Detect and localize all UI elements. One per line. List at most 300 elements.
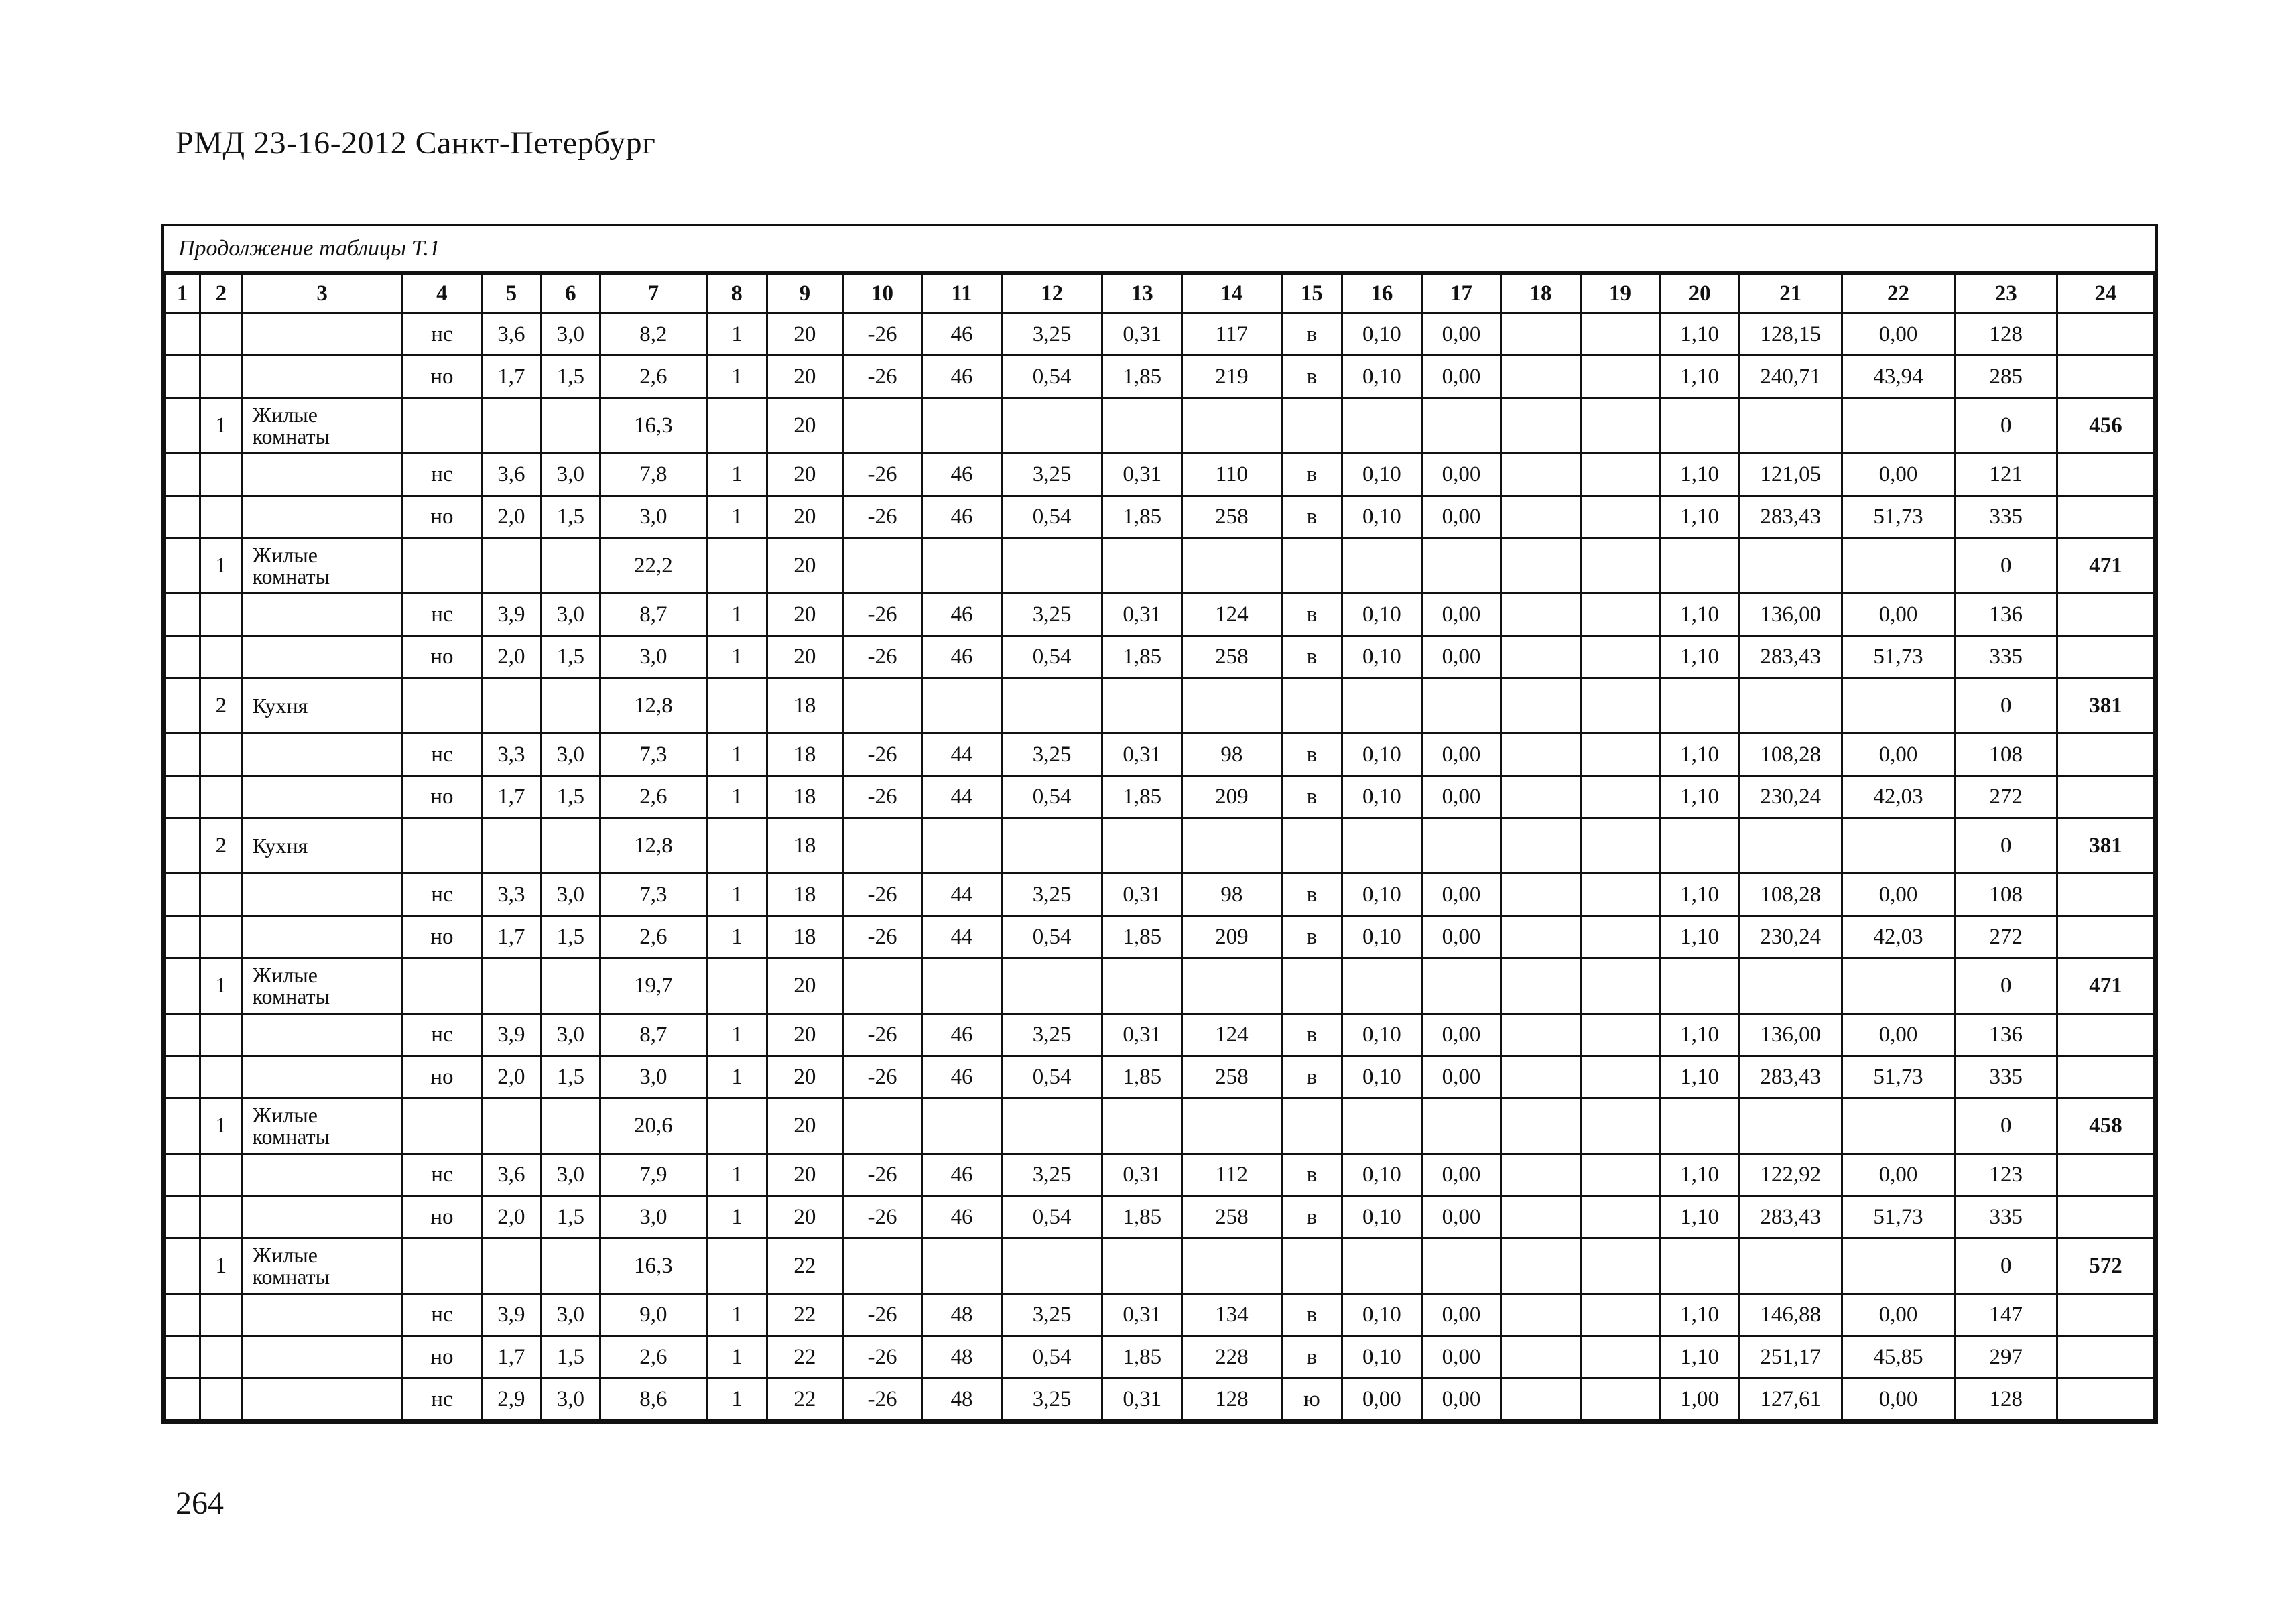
table-cell: 335 xyxy=(1955,496,2057,538)
table-cell: 471 xyxy=(2057,958,2155,1014)
table-cell xyxy=(1501,874,1581,916)
table-cell: Жилые комнаты xyxy=(242,1238,402,1294)
table-cell: 3,0 xyxy=(541,1154,600,1196)
table-cell: 1,85 xyxy=(1102,1196,1182,1238)
table-cell: 1 xyxy=(706,594,767,636)
table-cell xyxy=(1342,538,1422,594)
table-cell xyxy=(1739,1238,1842,1294)
table-cell xyxy=(1342,398,1422,454)
table-cell xyxy=(2057,636,2155,678)
table-cell xyxy=(242,1378,402,1421)
table-cell xyxy=(1102,538,1182,594)
table-cell: 1,7 xyxy=(482,356,541,398)
table-cell xyxy=(541,398,600,454)
table-cell: Жилые комнаты xyxy=(242,398,402,454)
data-table xyxy=(164,273,2155,1421)
table-cell: 3,9 xyxy=(482,1294,541,1336)
table-cell: 2 xyxy=(200,678,242,734)
table-cell xyxy=(242,454,402,496)
table-cell xyxy=(1001,1098,1102,1154)
table-cell: 3,3 xyxy=(482,874,541,916)
table-cell xyxy=(706,1238,767,1294)
table-cell: нс xyxy=(402,1154,482,1196)
table-cell: 1,5 xyxy=(541,356,600,398)
table-cell: 3,25 xyxy=(1001,594,1102,636)
table-cell xyxy=(1580,1154,1660,1196)
table-cell: 3,6 xyxy=(482,1154,541,1196)
table-cell: 3,25 xyxy=(1001,874,1102,916)
table-cell: 456 xyxy=(2057,398,2155,454)
table-cell xyxy=(541,958,600,1014)
table-cell: 0,54 xyxy=(1001,1196,1102,1238)
table-cell: 0,00 xyxy=(1421,1196,1501,1238)
table-cell: 0,00 xyxy=(1342,1378,1422,1421)
table-cell xyxy=(165,1336,200,1378)
table-cell: 1,10 xyxy=(1660,1196,1740,1238)
table-cell: 0,00 xyxy=(1842,1014,1955,1056)
table-cell: 2,6 xyxy=(600,356,707,398)
table-cell: 0,54 xyxy=(1001,916,1102,958)
table-cell: 0,00 xyxy=(1842,1294,1955,1336)
table-cell xyxy=(482,538,541,594)
table-cell: 471 xyxy=(2057,538,2155,594)
table-cell: 46 xyxy=(922,356,1002,398)
table-cell xyxy=(2057,1336,2155,1378)
table-cell xyxy=(842,678,922,734)
table-cell: но xyxy=(402,1056,482,1098)
table-cell xyxy=(1580,398,1660,454)
table-cell: 0,10 xyxy=(1342,1196,1422,1238)
column-header: 13 xyxy=(1102,274,1182,314)
table-cell xyxy=(2057,776,2155,818)
table-cell: 3,0 xyxy=(541,734,600,776)
table-cell xyxy=(1660,398,1740,454)
table-cell xyxy=(242,1294,402,1336)
table-cell: 0,00 xyxy=(1842,1378,1955,1421)
table-cell xyxy=(242,776,402,818)
table-cell: 46 xyxy=(922,594,1002,636)
table-cell: 3,3 xyxy=(482,734,541,776)
table-cell: 1 xyxy=(706,916,767,958)
table-cell: 22 xyxy=(767,1294,843,1336)
table-cell xyxy=(1501,1098,1581,1154)
table-cell xyxy=(200,314,242,356)
column-header: 22 xyxy=(1842,274,1955,314)
table-cell: 22,2 xyxy=(600,538,707,594)
table-cell: -26 xyxy=(842,594,922,636)
table-cell: 1,10 xyxy=(1660,356,1740,398)
table-cell xyxy=(165,958,200,1014)
table-cell: 7,9 xyxy=(600,1154,707,1196)
table-cell: 3,0 xyxy=(600,496,707,538)
table-cell xyxy=(922,958,1002,1014)
table-cell xyxy=(1501,678,1581,734)
table-cell: в xyxy=(1281,1056,1342,1098)
table-cell xyxy=(242,356,402,398)
table-cell xyxy=(1842,678,1955,734)
table-cell: 272 xyxy=(1955,916,2057,958)
table-row xyxy=(165,1056,2155,1098)
table-cell: 458 xyxy=(2057,1098,2155,1154)
table-cell xyxy=(242,916,402,958)
table-cell: -26 xyxy=(842,1294,922,1336)
table-cell: 3,0 xyxy=(541,314,600,356)
table-cell xyxy=(1501,1196,1581,1238)
table-cell xyxy=(200,916,242,958)
table-cell xyxy=(1842,1098,1955,1154)
table-cell: 0,10 xyxy=(1342,1056,1422,1098)
table-cell: но xyxy=(402,916,482,958)
table-cell xyxy=(541,1238,600,1294)
table-cell xyxy=(1739,958,1842,1014)
table-cell xyxy=(1501,1336,1581,1378)
table-cell xyxy=(1182,538,1282,594)
table-cell: 283,43 xyxy=(1739,1196,1842,1238)
table-cell: 283,43 xyxy=(1739,636,1842,678)
table-cell xyxy=(1281,958,1342,1014)
table-cell: 3,0 xyxy=(541,874,600,916)
table-cell: 2,0 xyxy=(482,1196,541,1238)
table-row xyxy=(165,1378,2155,1421)
table-cell: 46 xyxy=(922,1196,1002,1238)
table-cell: 43,94 xyxy=(1842,356,1955,398)
table-cell xyxy=(1421,678,1501,734)
column-header: 14 xyxy=(1182,274,1282,314)
table-cell: в xyxy=(1281,496,1342,538)
table-cell: 0,10 xyxy=(1342,916,1422,958)
table-cell xyxy=(1580,958,1660,1014)
column-header: 8 xyxy=(706,274,767,314)
table-cell xyxy=(402,958,482,1014)
table-cell: 1 xyxy=(706,314,767,356)
table-cell: 18 xyxy=(767,734,843,776)
table-cell: 1 xyxy=(706,356,767,398)
table-cell: 1,10 xyxy=(1660,1014,1740,1056)
table-cell xyxy=(482,1098,541,1154)
table-cell: 46 xyxy=(922,454,1002,496)
table-cell: 20 xyxy=(767,1196,843,1238)
table-row xyxy=(165,874,2155,916)
table-cell: 0,00 xyxy=(1421,1336,1501,1378)
table-cell: 335 xyxy=(1955,636,2057,678)
table-cell: 0,10 xyxy=(1342,874,1422,916)
table-cell: 1 xyxy=(706,734,767,776)
table-cell: 283,43 xyxy=(1739,496,1842,538)
table-cell xyxy=(1580,1098,1660,1154)
table-cell: 258 xyxy=(1182,1056,1282,1098)
table-cell: 1,10 xyxy=(1660,594,1740,636)
table-cell: 0,31 xyxy=(1102,874,1182,916)
table-cell: 0,00 xyxy=(1421,1014,1501,1056)
table-cell xyxy=(402,538,482,594)
table-cell: 136 xyxy=(1955,1014,2057,1056)
table-cell xyxy=(402,1238,482,1294)
table-cell: 3,25 xyxy=(1001,734,1102,776)
table-cell xyxy=(165,916,200,958)
table-cell: 283,43 xyxy=(1739,1056,1842,1098)
table-cell xyxy=(1842,958,1955,1014)
table-cell: 123 xyxy=(1955,1154,2057,1196)
heat-loss-table xyxy=(161,224,2158,1424)
table-row xyxy=(165,1294,2155,1336)
table-cell xyxy=(1001,538,1102,594)
table-cell xyxy=(1580,734,1660,776)
table-cell xyxy=(842,1098,922,1154)
table-cell xyxy=(1501,1294,1581,1336)
table-cell: 1,85 xyxy=(1102,356,1182,398)
table-cell: 285 xyxy=(1955,356,2057,398)
table-cell xyxy=(1001,818,1102,874)
table-cell xyxy=(706,678,767,734)
table-row xyxy=(165,636,2155,678)
table-cell: 219 xyxy=(1182,356,1282,398)
table-cell xyxy=(1501,636,1581,678)
table-cell: 381 xyxy=(2057,818,2155,874)
table-cell: ю xyxy=(1281,1378,1342,1421)
table-cell xyxy=(1501,1378,1581,1421)
table-cell: 98 xyxy=(1182,874,1282,916)
table-cell: 0,00 xyxy=(1421,1294,1501,1336)
table-cell xyxy=(200,1056,242,1098)
table-cell: 209 xyxy=(1182,776,1282,818)
table-cell: 3,9 xyxy=(482,1014,541,1056)
table-cell xyxy=(165,678,200,734)
table-cell: 258 xyxy=(1182,496,1282,538)
table-cell: 20 xyxy=(767,496,843,538)
table-cell xyxy=(1580,454,1660,496)
table-row xyxy=(165,1336,2155,1378)
table-cell: 2,6 xyxy=(600,1336,707,1378)
table-cell: 1,10 xyxy=(1660,1154,1740,1196)
table-cell: 0,54 xyxy=(1001,356,1102,398)
table-cell: 2,6 xyxy=(600,916,707,958)
table-cell xyxy=(1501,734,1581,776)
table-cell xyxy=(1501,1154,1581,1196)
table-cell: 1,10 xyxy=(1660,874,1740,916)
table-cell xyxy=(165,314,200,356)
table-cell: -26 xyxy=(842,1196,922,1238)
table-cell xyxy=(2057,594,2155,636)
table-cell xyxy=(402,398,482,454)
table-cell: 2,0 xyxy=(482,496,541,538)
table-cell: 0,00 xyxy=(1421,454,1501,496)
room-row xyxy=(165,1238,2155,1294)
table-cell: 3,25 xyxy=(1001,1294,1102,1336)
table-cell xyxy=(165,1378,200,1421)
table-cell: Жилые комнаты xyxy=(242,1098,402,1154)
table-cell: 7,8 xyxy=(600,454,707,496)
table-cell xyxy=(842,1238,922,1294)
table-cell xyxy=(1182,678,1282,734)
table-cell: -26 xyxy=(842,454,922,496)
table-cell: 2,0 xyxy=(482,1056,541,1098)
table-cell xyxy=(1342,1238,1422,1294)
table-cell: 18 xyxy=(767,776,843,818)
table-cell: 0,31 xyxy=(1102,314,1182,356)
table-cell: 127,61 xyxy=(1739,1378,1842,1421)
table-cell: 0,54 xyxy=(1001,1336,1102,1378)
table-cell xyxy=(1501,958,1581,1014)
table-cell xyxy=(200,1378,242,1421)
table-cell xyxy=(842,398,922,454)
table-cell: 44 xyxy=(922,734,1002,776)
table-cell: 1 xyxy=(200,398,242,454)
table-cell: 0,31 xyxy=(1102,454,1182,496)
table-cell: 1 xyxy=(706,454,767,496)
table-cell: 1,10 xyxy=(1660,314,1740,356)
table-cell: 18 xyxy=(767,678,843,734)
document-header: РМД 23-16-2012 Санкт-Петербург xyxy=(176,125,656,161)
table-cell xyxy=(1182,958,1282,1014)
table-cell: 0,00 xyxy=(1421,1056,1501,1098)
table-cell: 51,73 xyxy=(1842,496,1955,538)
table-cell xyxy=(1501,398,1581,454)
table-cell: но xyxy=(402,496,482,538)
table-cell: 3,25 xyxy=(1001,454,1102,496)
table-cell: 0,31 xyxy=(1102,1154,1182,1196)
table-cell xyxy=(1342,678,1422,734)
table-cell: 20 xyxy=(767,398,843,454)
table-cell: 20 xyxy=(767,1154,843,1196)
table-cell xyxy=(242,1056,402,1098)
table-cell xyxy=(1660,818,1740,874)
table-row xyxy=(165,776,2155,818)
table-cell xyxy=(165,734,200,776)
table-cell: но xyxy=(402,356,482,398)
table-cell: 1,10 xyxy=(1660,734,1740,776)
table-cell: 124 xyxy=(1182,1014,1282,1056)
table-cell: 0,00 xyxy=(1421,734,1501,776)
table-cell: Кухня xyxy=(242,818,402,874)
table-cell xyxy=(482,958,541,1014)
table-cell xyxy=(1102,818,1182,874)
table-cell xyxy=(1281,1238,1342,1294)
table-cell xyxy=(2057,1014,2155,1056)
table-cell: 1 xyxy=(706,1378,767,1421)
table-cell xyxy=(482,1238,541,1294)
table-cell: 0,54 xyxy=(1001,776,1102,818)
table-cell: 46 xyxy=(922,636,1002,678)
table-cell xyxy=(1739,818,1842,874)
table-row xyxy=(165,496,2155,538)
table-cell: 16,3 xyxy=(600,1238,707,1294)
table-cell: 0 xyxy=(1955,958,2057,1014)
table-cell xyxy=(402,678,482,734)
table-cell: 9,0 xyxy=(600,1294,707,1336)
table-cell: 48 xyxy=(922,1378,1002,1421)
table-cell xyxy=(1102,1098,1182,1154)
column-number-row xyxy=(165,274,2155,314)
table-cell xyxy=(165,1154,200,1196)
table-cell: 1,85 xyxy=(1102,1336,1182,1378)
table-cell xyxy=(922,1098,1002,1154)
table-cell: 1,85 xyxy=(1102,636,1182,678)
table-cell xyxy=(1580,1196,1660,1238)
column-header: 1 xyxy=(165,274,200,314)
table-cell: 46 xyxy=(922,314,1002,356)
table-cell: -26 xyxy=(842,356,922,398)
table-cell: 46 xyxy=(922,1154,1002,1196)
column-header: 3 xyxy=(242,274,402,314)
table-cell xyxy=(1580,1238,1660,1294)
table-cell xyxy=(242,1336,402,1378)
table-cell xyxy=(1660,1098,1740,1154)
table-cell xyxy=(2057,874,2155,916)
table-cell: 136 xyxy=(1955,594,2057,636)
table-cell xyxy=(165,1196,200,1238)
table-cell xyxy=(200,356,242,398)
table-cell: 0,10 xyxy=(1342,594,1422,636)
table-cell xyxy=(165,454,200,496)
table-cell xyxy=(2057,916,2155,958)
table-cell xyxy=(165,1294,200,1336)
table-cell xyxy=(1421,818,1501,874)
table-cell: 0,54 xyxy=(1001,636,1102,678)
table-cell xyxy=(1580,874,1660,916)
column-header: 18 xyxy=(1501,274,1581,314)
table-cell: 8,6 xyxy=(600,1378,707,1421)
table-cell: -26 xyxy=(842,1056,922,1098)
table-cell: 136,00 xyxy=(1739,594,1842,636)
table-cell xyxy=(165,776,200,818)
table-cell xyxy=(1182,818,1282,874)
table-cell: нс xyxy=(402,454,482,496)
table-row xyxy=(165,1014,2155,1056)
table-cell: 3,0 xyxy=(541,1294,600,1336)
table-cell xyxy=(1660,678,1740,734)
table-cell xyxy=(842,538,922,594)
table-cell: в xyxy=(1281,916,1342,958)
table-cell xyxy=(165,356,200,398)
room-row xyxy=(165,818,2155,874)
table-cell: 1,85 xyxy=(1102,776,1182,818)
table-cell: -26 xyxy=(842,1336,922,1378)
table-cell: 1 xyxy=(706,874,767,916)
table-cell: 136,00 xyxy=(1739,1014,1842,1056)
table-cell: 0,00 xyxy=(1842,314,1955,356)
table-cell xyxy=(1580,1294,1660,1336)
table-cell: в xyxy=(1281,1294,1342,1336)
table-cell: 1,7 xyxy=(482,776,541,818)
table-cell: 108,28 xyxy=(1739,734,1842,776)
table-cell: 0,00 xyxy=(1842,1154,1955,1196)
table-cell xyxy=(1001,958,1102,1014)
column-header: 10 xyxy=(842,274,922,314)
table-cell: 0,10 xyxy=(1342,314,1422,356)
table-cell: -26 xyxy=(842,1378,922,1421)
table-cell: 128 xyxy=(1182,1378,1282,1421)
column-header: 4 xyxy=(402,274,482,314)
table-cell: 12,8 xyxy=(600,818,707,874)
table-cell xyxy=(200,1196,242,1238)
table-cell xyxy=(1001,398,1102,454)
table-cell xyxy=(1580,1378,1660,1421)
table-cell: 121,05 xyxy=(1739,454,1842,496)
table-cell xyxy=(842,958,922,1014)
table-cell: 3,6 xyxy=(482,314,541,356)
column-header: 5 xyxy=(482,274,541,314)
table-cell: 108 xyxy=(1955,734,2057,776)
table-cell xyxy=(165,594,200,636)
table-cell: 19,7 xyxy=(600,958,707,1014)
table-cell xyxy=(1281,678,1342,734)
table-cell: 0,00 xyxy=(1421,356,1501,398)
table-cell: 1,00 xyxy=(1660,1378,1740,1421)
table-cell xyxy=(242,594,402,636)
table-cell xyxy=(242,1014,402,1056)
table-row xyxy=(165,1154,2155,1196)
table-cell: 1,5 xyxy=(541,1196,600,1238)
